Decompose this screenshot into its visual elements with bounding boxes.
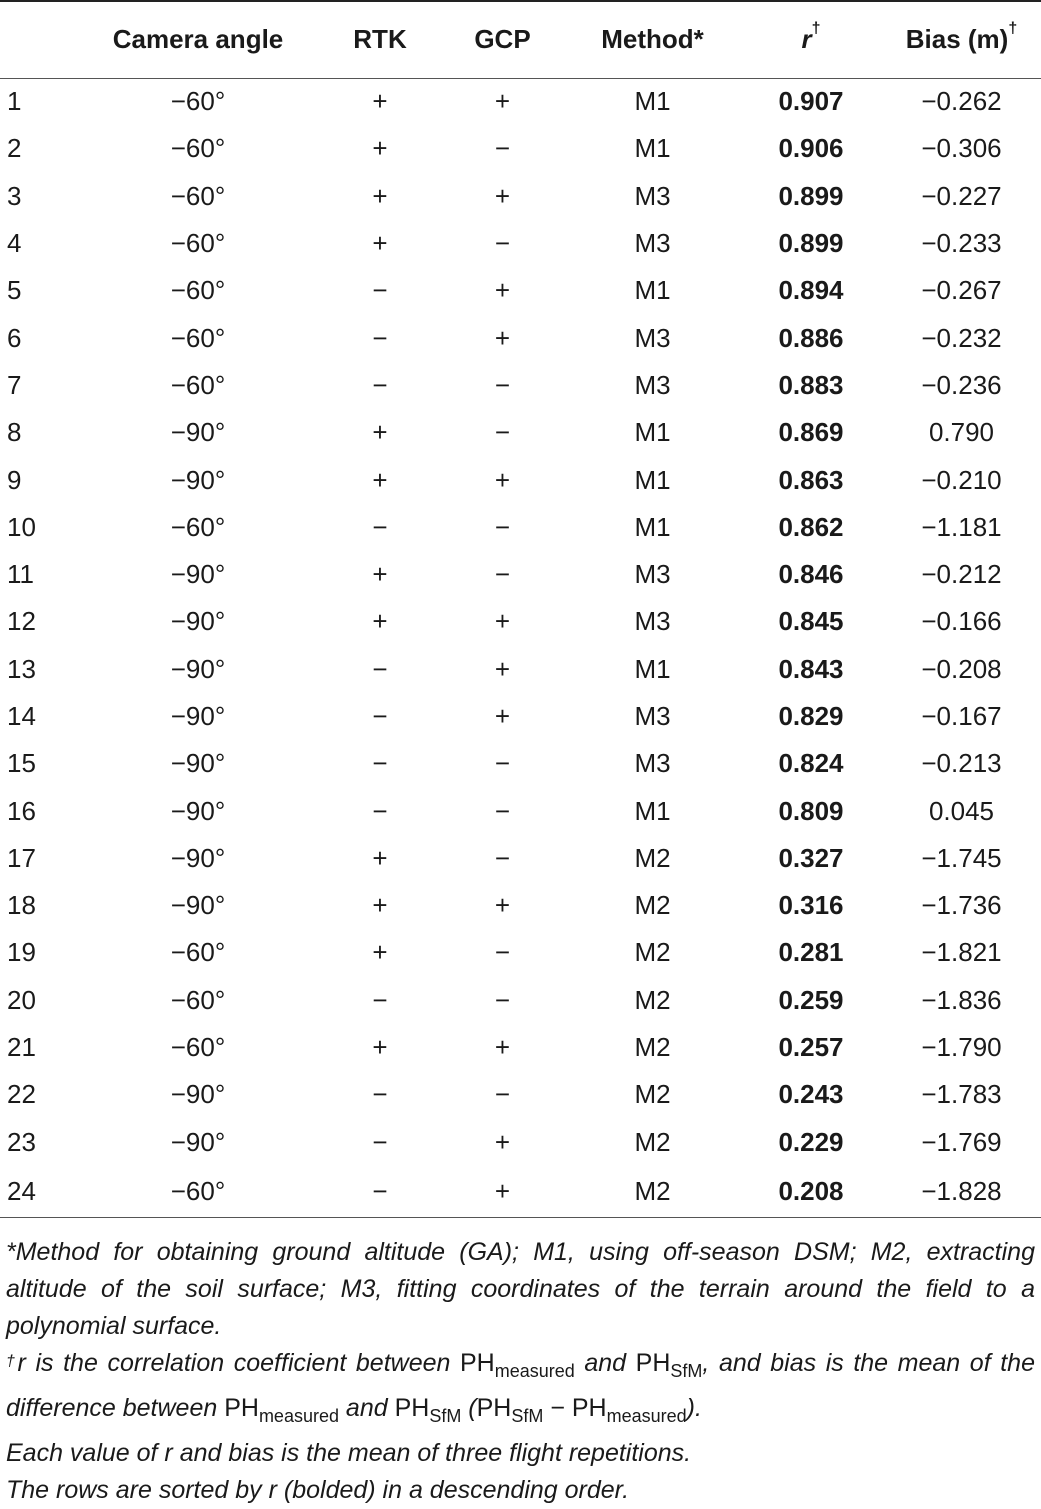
method-cell: M2 bbox=[634, 890, 671, 921]
bias-cell: −1.769 bbox=[921, 1126, 1002, 1157]
rtk-cell: − bbox=[372, 511, 388, 542]
row-index: 1 bbox=[7, 86, 22, 117]
rtk-cell: + bbox=[372, 890, 388, 921]
bias-cell: −0.212 bbox=[921, 559, 1002, 590]
row-index: 16 bbox=[7, 795, 36, 826]
gcp-cell: + bbox=[494, 180, 511, 211]
header-bias bbox=[882, 1, 1041, 78]
gcp-cell: + bbox=[440, 1166, 565, 1218]
measured-subscript: measured bbox=[258, 1406, 339, 1427]
ph-label: PH bbox=[224, 1394, 259, 1423]
header-row bbox=[0, 1, 1041, 78]
bias-cell: −0.227 bbox=[921, 180, 1002, 211]
gcp-cell: + bbox=[494, 701, 511, 731]
measured-subscript: measured bbox=[494, 1361, 575, 1382]
camera-angle-cell: −90° bbox=[170, 1126, 226, 1157]
camera-angle-cell: −60° bbox=[170, 369, 226, 400]
gcp-cell: + bbox=[494, 86, 511, 117]
gcp-cell: − bbox=[494, 937, 511, 968]
r-cell: 0.243 bbox=[778, 1079, 844, 1110]
camera-angle-cell: −90° bbox=[170, 842, 226, 873]
table-row bbox=[0, 646, 1041, 693]
row-index: 13 bbox=[7, 653, 36, 684]
header-method: Method* bbox=[565, 1, 740, 78]
method-cell: M2 bbox=[634, 1032, 671, 1063]
ph-measured-3 bbox=[571, 1394, 687, 1427]
header-camera-angle: Camera angle bbox=[76, 1, 320, 78]
method-cell: M2 bbox=[634, 1126, 671, 1157]
r-footnote-and-1: and bbox=[574, 1349, 636, 1378]
row-index: 3 bbox=[7, 180, 22, 211]
camera-angle-cell: −60° bbox=[170, 984, 226, 1015]
rtk-cell: − bbox=[320, 1166, 440, 1218]
rtk-cell: − bbox=[372, 1126, 388, 1157]
ph-label: PH bbox=[394, 1394, 430, 1423]
camera-angle-cell: −60° bbox=[170, 1032, 226, 1063]
method-cell: M2 bbox=[634, 984, 671, 1015]
r-cell: 0.899 bbox=[778, 180, 844, 211]
r-cell: 0.229 bbox=[778, 1126, 844, 1157]
camera-angle-cell: −60° bbox=[170, 937, 226, 968]
row-index: 2 bbox=[7, 133, 22, 164]
r-cell: 0.886 bbox=[778, 322, 844, 353]
rtk-cell: + bbox=[372, 180, 388, 211]
row-index: 10 bbox=[7, 511, 36, 542]
table-row bbox=[0, 929, 1041, 976]
method-cell: M3 bbox=[634, 228, 671, 259]
table-row bbox=[0, 1024, 1041, 1071]
gcp-cell: − bbox=[494, 133, 511, 164]
r-footnote bbox=[6, 1345, 1035, 1435]
minus-sign: − bbox=[543, 1394, 572, 1423]
method-cell: M3 bbox=[634, 606, 671, 637]
table-row bbox=[0, 173, 1041, 220]
r-footnote-text-1: is the correlation coefficient between bbox=[25, 1349, 460, 1378]
gcp-cell: − bbox=[494, 984, 511, 1015]
table-row bbox=[0, 314, 1041, 361]
rtk-cell: − bbox=[372, 1079, 388, 1110]
table-row bbox=[0, 1166, 1041, 1218]
table-row bbox=[0, 78, 1041, 125]
bias-cell: −1.181 bbox=[921, 511, 1002, 542]
row-index: 15 bbox=[7, 748, 36, 779]
bias-cell: −1.736 bbox=[921, 890, 1002, 921]
sort-footnote: The rows are sorted by r (bolded) in a descending order. bbox=[6, 1476, 630, 1505]
table-footnotes bbox=[0, 1218, 1041, 1509]
rtk-cell: + bbox=[372, 937, 388, 968]
gcp-cell: − bbox=[494, 748, 511, 779]
table-row bbox=[0, 409, 1041, 456]
table-row bbox=[0, 977, 1041, 1024]
gcp-cell: + bbox=[494, 1032, 511, 1063]
bias-cell: −1.836 bbox=[921, 984, 1002, 1015]
ph-label: PH bbox=[571, 1394, 607, 1423]
rtk-cell: + bbox=[372, 842, 388, 873]
r-cell: 0.846 bbox=[778, 559, 844, 590]
bias-cell: −0.167 bbox=[921, 701, 1002, 731]
table-row bbox=[0, 740, 1041, 787]
method-cell: M3 bbox=[634, 559, 671, 590]
row-index: 18 bbox=[7, 890, 36, 921]
r-cell: 0.907 bbox=[778, 86, 844, 117]
method-cell: M3 bbox=[634, 180, 671, 211]
method-cell: M1 bbox=[634, 417, 671, 448]
bias-cell: −1.828 bbox=[882, 1166, 1041, 1218]
gcp-cell: − bbox=[494, 559, 511, 590]
row-index: 23 bbox=[7, 1126, 36, 1157]
r-cell: 0.869 bbox=[778, 417, 844, 448]
camera-angle-cell: −90° bbox=[170, 653, 226, 684]
bias-cell: −0.213 bbox=[921, 748, 1002, 779]
gcp-cell: − bbox=[494, 795, 511, 826]
header-r-dagger: † bbox=[811, 20, 821, 38]
header-rtk: RTK bbox=[320, 1, 440, 78]
row-index: 24 bbox=[0, 1166, 76, 1218]
r-cell: 0.327 bbox=[778, 842, 844, 873]
method-cell: M2 bbox=[634, 937, 671, 968]
rtk-cell: + bbox=[372, 464, 388, 495]
ph-label: PH bbox=[476, 1394, 512, 1423]
r-cell: 0.863 bbox=[778, 464, 844, 495]
method-cell: M3 bbox=[634, 748, 671, 779]
r-cell: 0.845 bbox=[778, 606, 844, 637]
bias-cell: −0.232 bbox=[921, 322, 1002, 353]
rtk-cell: − bbox=[372, 369, 388, 400]
gcp-cell: − bbox=[494, 511, 511, 542]
camera-angle-cell: −60° bbox=[76, 1166, 320, 1218]
ph-label: PH bbox=[635, 1349, 671, 1378]
table-row bbox=[0, 551, 1041, 598]
rtk-cell: + bbox=[372, 228, 388, 259]
camera-angle-cell: −90° bbox=[170, 1079, 226, 1110]
method-cell: M2 bbox=[634, 1079, 671, 1110]
rtk-cell: − bbox=[372, 701, 388, 731]
rtk-cell: − bbox=[372, 322, 388, 353]
sfm-subscript: SfM bbox=[511, 1406, 544, 1427]
gcp-cell: + bbox=[494, 653, 511, 684]
ph-sfm-1 bbox=[635, 1349, 703, 1382]
r-cell: 0.829 bbox=[778, 701, 844, 731]
bias-cell: −0.236 bbox=[921, 369, 1002, 400]
bias-cell: −0.262 bbox=[921, 86, 1002, 117]
row-index: 8 bbox=[7, 417, 22, 448]
rtk-cell: + bbox=[372, 559, 388, 590]
r-cell: 0.883 bbox=[778, 369, 844, 400]
table-row bbox=[0, 598, 1041, 645]
row-index: 19 bbox=[7, 937, 36, 968]
camera-angle-cell: −60° bbox=[170, 511, 226, 542]
repetition-footnote: Each value of r and bias is the mean of three flight repetitions. bbox=[6, 1439, 692, 1468]
r-cell: 0.208 bbox=[740, 1166, 882, 1218]
r-cell: 0.259 bbox=[778, 984, 844, 1015]
r-cell: 0.824 bbox=[778, 748, 844, 779]
r-cell: 0.257 bbox=[778, 1032, 844, 1063]
bias-cell: −0.267 bbox=[921, 275, 1002, 306]
bias-cell: −0.210 bbox=[921, 464, 1002, 495]
method-cell: M1 bbox=[634, 653, 671, 684]
method-cell: M2 bbox=[565, 1166, 740, 1218]
table-row bbox=[0, 693, 1041, 740]
camera-angle-cell: −60° bbox=[170, 180, 226, 211]
row-index: 20 bbox=[7, 984, 36, 1015]
row-index: 17 bbox=[7, 842, 36, 873]
method-cell: M3 bbox=[634, 369, 671, 400]
camera-angle-cell: −60° bbox=[170, 322, 226, 353]
rtk-cell: + bbox=[372, 417, 388, 448]
rtk-cell: − bbox=[372, 795, 388, 826]
table-row bbox=[0, 1119, 1041, 1166]
gcp-cell: − bbox=[494, 1079, 511, 1110]
bias-cell: −1.821 bbox=[921, 937, 1002, 968]
bias-cell: −1.790 bbox=[921, 1032, 1002, 1063]
table-row bbox=[0, 125, 1041, 172]
r-cell: 0.809 bbox=[778, 795, 844, 826]
row-index: 9 bbox=[7, 464, 22, 495]
row-index: 21 bbox=[7, 1032, 36, 1063]
rtk-cell: − bbox=[372, 275, 388, 306]
row-index: 12 bbox=[7, 606, 36, 637]
paren-open: ( bbox=[461, 1394, 477, 1423]
method-cell: M3 bbox=[634, 701, 671, 731]
bias-cell: −0.233 bbox=[921, 228, 1002, 259]
r-cell: 0.894 bbox=[778, 275, 844, 306]
header-r-label: r bbox=[801, 24, 812, 55]
camera-angle-cell: −60° bbox=[170, 275, 226, 306]
bias-cell: −0.208 bbox=[921, 653, 1002, 684]
measured-subscript: measured bbox=[606, 1406, 687, 1427]
bias-cell: 0.790 bbox=[928, 417, 995, 448]
rtk-cell: + bbox=[372, 133, 388, 164]
table-row bbox=[0, 504, 1041, 551]
r-cell: 0.316 bbox=[778, 890, 844, 921]
table-row bbox=[0, 362, 1041, 409]
r-footnote-dagger: † bbox=[6, 1353, 18, 1371]
table-row bbox=[0, 787, 1041, 834]
header-r bbox=[740, 1, 882, 78]
row-index: 14 bbox=[7, 701, 36, 731]
method-cell: M2 bbox=[634, 842, 671, 873]
header-gcp: GCP bbox=[440, 1, 565, 78]
method-cell: M3 bbox=[634, 322, 671, 353]
gcp-cell: + bbox=[494, 890, 511, 921]
gcp-cell: + bbox=[494, 464, 511, 495]
bias-cell: 0.045 bbox=[928, 795, 995, 826]
sfm-subscript: SfM bbox=[429, 1406, 462, 1427]
header-bias-label: Bias (m) bbox=[905, 24, 1009, 55]
rtk-cell: − bbox=[372, 653, 388, 684]
camera-angle-cell: −90° bbox=[170, 464, 226, 495]
gcp-cell: − bbox=[494, 228, 511, 259]
r-footnote-text-2: , and bias is the mean of the difference between bbox=[6, 1349, 1035, 1423]
gcp-cell: + bbox=[494, 322, 511, 353]
table-row bbox=[0, 1071, 1041, 1118]
camera-angle-cell: −90° bbox=[170, 606, 226, 637]
camera-angle-cell: −90° bbox=[170, 417, 226, 448]
camera-angle-cell: −90° bbox=[170, 795, 226, 826]
r-cell: 0.843 bbox=[778, 653, 844, 684]
rtk-cell: + bbox=[372, 1032, 388, 1063]
r-cell: 0.899 bbox=[778, 228, 844, 259]
ph-sfm-2 bbox=[394, 1394, 462, 1427]
table-row bbox=[0, 267, 1041, 314]
header-index bbox=[0, 1, 76, 78]
row-index: 6 bbox=[7, 322, 22, 353]
method-cell: M1 bbox=[634, 464, 671, 495]
camera-angle-cell: −60° bbox=[170, 133, 226, 164]
rtk-cell: + bbox=[372, 606, 388, 637]
row-index: 22 bbox=[7, 1079, 36, 1110]
table-row bbox=[0, 835, 1041, 882]
camera-angle-cell: −90° bbox=[170, 559, 226, 590]
method-cell: M1 bbox=[634, 511, 671, 542]
gcp-cell: − bbox=[494, 417, 511, 448]
rtk-cell: + bbox=[372, 86, 388, 117]
ph-measured-1 bbox=[460, 1349, 575, 1382]
row-index: 5 bbox=[7, 275, 22, 306]
header-bias-dagger: † bbox=[1008, 20, 1018, 38]
method-cell: M1 bbox=[634, 275, 671, 306]
rtk-cell: − bbox=[372, 984, 388, 1015]
row-index: 4 bbox=[7, 228, 22, 259]
method-footnote: *Method for obtaining ground altitude (GA); M1, using off-season DSM; M2, extracting altitude of the soil surface; M3, fitting coordinates of the terrain around the field to a polynomial surface. bbox=[6, 1238, 1035, 1341]
camera-angle-cell: −60° bbox=[170, 228, 226, 259]
bias-cell: −1.783 bbox=[921, 1079, 1002, 1110]
r-cell: 0.281 bbox=[778, 937, 844, 968]
gcp-cell: + bbox=[494, 1126, 511, 1157]
paren-close: ). bbox=[686, 1394, 702, 1423]
table-header bbox=[0, 1, 1041, 78]
r-footnote-and-2: and bbox=[338, 1394, 395, 1423]
row-index: 7 bbox=[7, 369, 22, 400]
rtk-cell: − bbox=[372, 748, 388, 779]
ph-sfm-3 bbox=[476, 1394, 544, 1427]
gcp-cell: − bbox=[494, 369, 511, 400]
r-footnote-r: r bbox=[17, 1349, 26, 1378]
camera-angle-cell: −90° bbox=[170, 890, 226, 921]
ph-measured-2 bbox=[224, 1394, 339, 1427]
sfm-subscript: SfM bbox=[670, 1361, 703, 1382]
table-body bbox=[0, 78, 1041, 1218]
gcp-cell: + bbox=[494, 275, 511, 306]
bias-cell: −0.166 bbox=[921, 606, 1002, 637]
r-cell: 0.862 bbox=[778, 511, 844, 542]
bias-cell: −1.745 bbox=[921, 842, 1002, 873]
table-row bbox=[0, 220, 1041, 267]
method-cell: M1 bbox=[634, 133, 671, 164]
table-row bbox=[0, 882, 1041, 929]
r-cell: 0.906 bbox=[778, 133, 844, 164]
camera-angle-cell: −90° bbox=[170, 748, 226, 779]
ph-label: PH bbox=[460, 1349, 495, 1378]
gcp-cell: − bbox=[494, 842, 511, 873]
bias-cell: −0.306 bbox=[921, 133, 1002, 164]
gcp-cell: + bbox=[494, 606, 511, 637]
row-index: 11 bbox=[7, 559, 34, 590]
method-cell: M1 bbox=[634, 86, 671, 117]
method-cell: M1 bbox=[634, 795, 671, 826]
camera-angle-cell: −60° bbox=[170, 86, 226, 117]
table-row bbox=[0, 456, 1041, 503]
camera-angle-cell: −90° bbox=[170, 701, 226, 731]
